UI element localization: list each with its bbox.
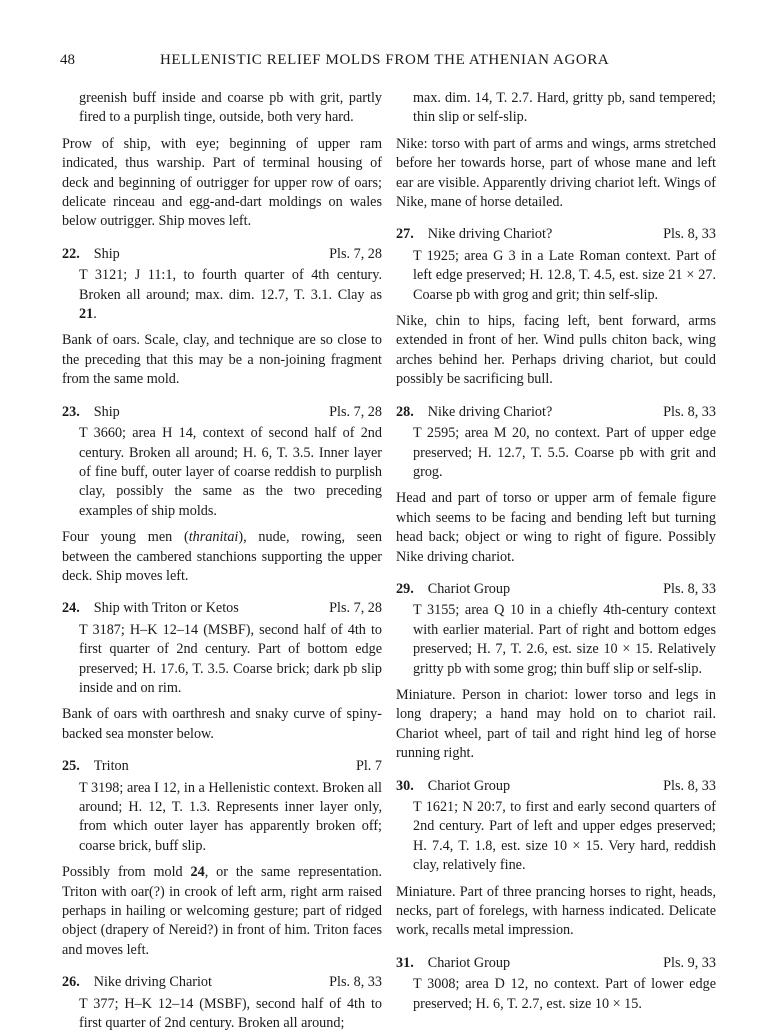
entry-title: Chariot Group	[427, 580, 511, 597]
entry-number: 27.	[396, 226, 414, 243]
entry-title: Chariot Group	[427, 954, 511, 971]
entry-number: 29.	[396, 580, 414, 597]
entry-title: Ship with Triton or Ketos	[93, 600, 239, 617]
catalog-data: T 3155; area Q 10 in a chiefly 4th-century context with earlier material. Part of right and bottom edges preserved; H. 7, T. 2.6, est. size 10 × 15. Relatively gritty pb with some grog; thin buff slip or self-slip.	[413, 602, 716, 677]
entry-22	[62, 245, 382, 390]
entry-description: Miniature. Part of three prancing horses to right, heads, necks, part of forelegs, with harness indicated. Delicate work, recalls metal impression.	[396, 883, 716, 939]
entry-heading	[396, 403, 716, 422]
entry-title: Nike driving Chariot?	[427, 403, 553, 420]
entry-heading	[62, 757, 382, 776]
entry-28	[396, 403, 716, 567]
cross-reference: 21	[79, 306, 94, 323]
entry-description: Nike, chin to hips, facing left, bent forward, arms extended in front of her. Wind pulls chiton back, wing arches behind her. Perhaps driving chariot, but could possibly be sacrificing bull.	[396, 313, 716, 388]
entry-description: Bank of oars with oarthresh and snaky curve of spiny-backed sea monster below.	[62, 706, 382, 742]
catalog-data: T 1925; area G 3 in a Late Roman context. Part of left edge preserved; H. 12.8, T. 4.5, est. size 21 × 27. Coarse pb with grog and grit; thin self-slip.	[413, 247, 716, 303]
entry-heading	[396, 954, 716, 973]
left-column	[62, 89, 382, 1033]
catalog-data: T 3187; H–K 12–14 (MSBF), second half of 4th to first quarter of 2nd century. Part of bottom edge preserved; H. 17.6, T. 3.5. Coarse brick; dark pb slip inside and on rim.	[79, 621, 382, 696]
entry-number: 24.	[62, 600, 80, 617]
entry-29	[396, 580, 716, 764]
entry-plates: Pl. 7	[355, 758, 382, 775]
description-continuation: Nike: torso with part of arms and wings, arms stretched before her towards horse, part of whose mane and left ear are visible. Apparently driving chariot left. Wings of Nike, mane of horse detailed.	[396, 135, 716, 211]
entry-plates: Pls. 8, 33	[329, 974, 382, 991]
entry-title: Ship	[93, 245, 120, 262]
entry-number: 23.	[62, 403, 80, 420]
entry-title: Chariot Group	[427, 777, 511, 794]
entry-25	[62, 757, 382, 960]
entry-heading	[62, 973, 382, 992]
catalog-continuation: greenish buff inside and coarse pb with grit, partly fired to a purplish tinge, outside, both very hard.	[79, 90, 382, 126]
entry-plates: Pls. 7, 28	[329, 245, 382, 262]
entry-heading	[62, 403, 382, 422]
entry-heading	[62, 245, 382, 264]
entry-27	[396, 225, 716, 389]
catalog-data: T 3008; area D 12, no context. Part of lower edge preserved; H. 6, T. 2.7, est. size 10 × 15.	[413, 976, 716, 1012]
catalog-data: T 377; H–K 12–14 (MSBF), second half of 4th to first quarter of 2nd century. Broken all around;	[79, 995, 382, 1032]
entry-number: 30.	[396, 777, 414, 794]
entry-description: Four young men (thranitai), nude, rowing, seen between the cambered stanchions supporting the upper deck. Ship moves left.	[62, 529, 382, 584]
entry-26	[62, 973, 382, 1033]
entry-plates: Pls. 7, 28	[329, 403, 382, 420]
running-title: HELLENISTIC RELIEF MOLDS FROM THE ATHENIAN AGORA	[160, 52, 610, 68]
entry-plates: Pls. 7, 28	[329, 600, 382, 617]
entry-number: 31.	[396, 954, 414, 971]
entry-heading	[396, 580, 716, 599]
entry-description: Possibly from mold 24, or the same representation. Triton with oar(?) in crook of left arm, right arm raised perhaps in hailing or welcoming gesture; part of ridged object (drapery of Nereid?) in front of him. Triton faces and moves left.	[62, 864, 382, 958]
entry-plates: Pls. 8, 33	[663, 226, 716, 243]
entry-plates: Pls. 8, 33	[663, 777, 716, 794]
entry-plates: Pls. 8, 33	[663, 403, 716, 420]
entry-31	[396, 954, 716, 1014]
entry-description: Bank of oars. Scale, clay, and technique are so close to the preceding that this may be a non-joining fragment from the same mold.	[62, 332, 382, 388]
entry-number: 26.	[62, 974, 80, 991]
entry-title: Ship	[93, 403, 120, 420]
entry-number: 25.	[62, 758, 80, 775]
catalog-data: T 2595; area M 20, no context. Part of upper edge preserved; H. 12.7, T. 5.5. Coarse pb with grit and grog.	[413, 425, 716, 480]
catalog-data: T 3198; area I 12, in a Hellenistic context. Broken all around; H. 12, T. 1.3. Represents inner layer only, from which outer layer has apparently broken off; coarse brick, buff slip.	[79, 779, 382, 854]
entry-number: 22.	[62, 245, 80, 262]
catalog-continuation: max. dim. 14, T. 2.7. Hard, gritty pb, sand tempered; thin slip or self-slip.	[413, 90, 716, 126]
entry-plates: Pls. 9, 33	[663, 954, 716, 971]
catalog-data: T 3660; area H 14, context of second half of 2nd century. Broken all around; H. 6, T. 3.5. Inner layer of fine buff, outer layer of coarse reddish to purplish clay, possibly the same as the two preceding examples of ship molds.	[79, 425, 382, 519]
italic-term: thranitai	[188, 529, 239, 546]
entry-number: 28.	[396, 403, 414, 420]
page-number: 48	[60, 52, 75, 68]
entry-23	[62, 403, 382, 587]
page-header	[60, 52, 710, 74]
description-continuation: Prow of ship, with eye; beginning of upper ram indicated, thus warship. Part of terminal housing of deck and beginning of outrigger for upper row of oars; delicate rinceau and egg-and-dart moldings on wales below outrigger. Ship moves left.	[62, 135, 382, 230]
right-column	[396, 89, 716, 1014]
entry-heading	[62, 599, 382, 618]
entry-heading	[396, 777, 716, 796]
entry-heading	[396, 225, 716, 244]
catalog-data: T 1621; N 20:7, to first and early second quarters of 2nd century. Part of left and upper edges preserved; H. 7.4, T. 1.8, est. size 10 × 15. Very hard, reddish clay, relatively fine.	[413, 799, 716, 874]
entry-24	[62, 599, 382, 744]
entry-description: Head and part of torso or upper arm of female figure which seems to be facing and bending left but turning head back; object or wing to right of figure. Possibly Nike driving chariot.	[396, 490, 716, 565]
entry-description: Miniature. Person in chariot: lower torso and legs in long drapery; a hand may hold on to chariot rail. Chariot wheel, part of tail and right hind leg of horse running right.	[396, 686, 716, 762]
entry-title: Triton	[93, 758, 129, 775]
entry-title: Nike driving Chariot	[93, 974, 212, 991]
entry-30	[396, 777, 716, 941]
catalog-data: T 3121; J 11:1, to fourth quarter of 4th century. Broken all around; max. dim. 12.7, T. 3.1. Clay as 21.	[79, 267, 382, 323]
cross-reference: 24	[190, 864, 205, 881]
entry-plates: Pls. 8, 33	[663, 580, 716, 597]
entry-title: Nike driving Chariot?	[427, 226, 553, 243]
